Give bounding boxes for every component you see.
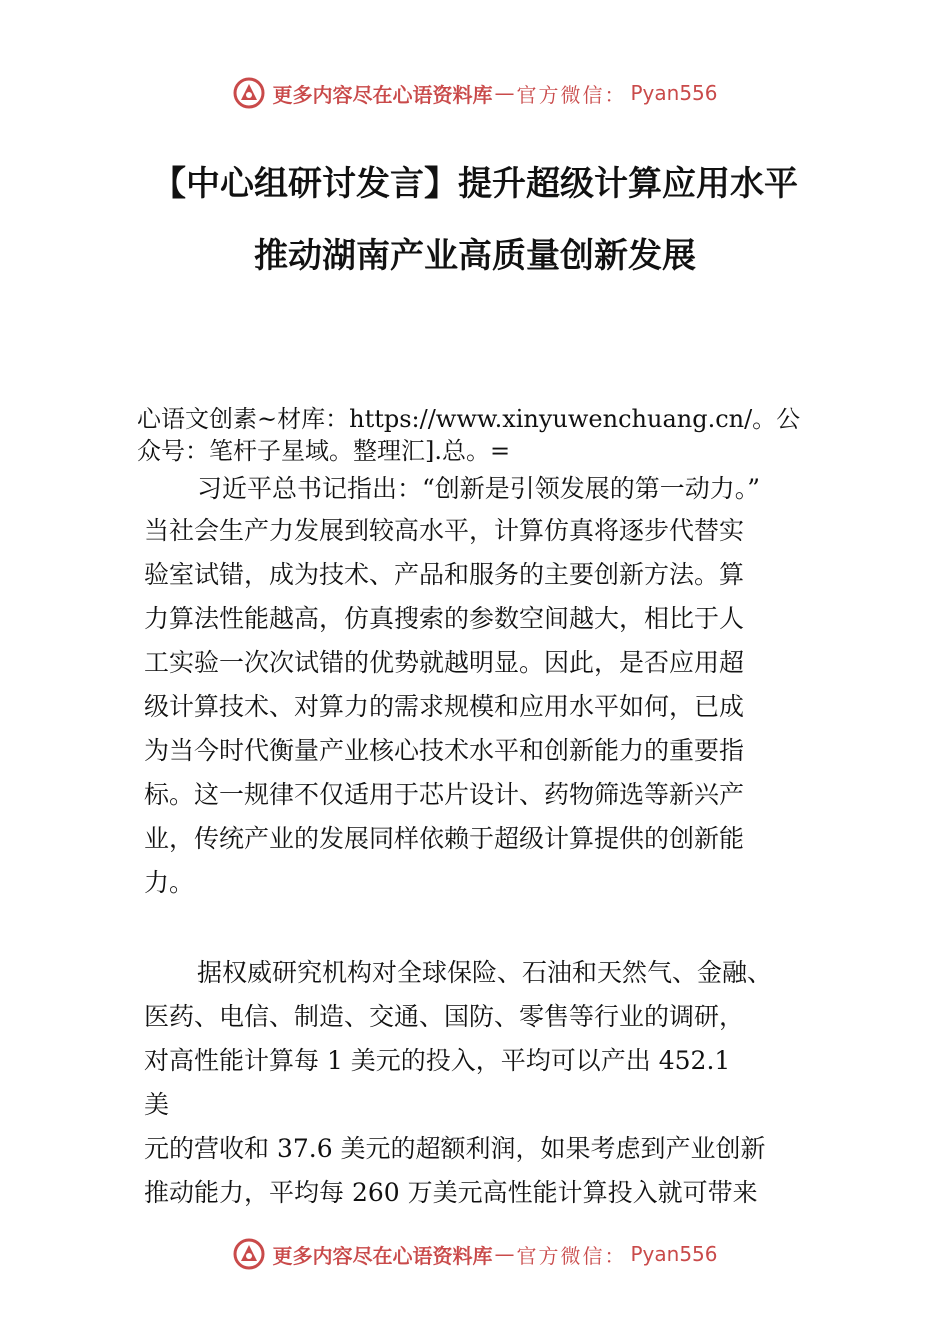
paragraph1-line: 习近平总书记指出：“创新是引领发展的第一动力。” (197, 474, 761, 503)
footer-banner (0, 1231, 950, 1277)
paragraph2-line: 推动能力，平均每 260 万美元高性能计算投入就可带来 (144, 1178, 758, 1207)
banner-site-text: 更多内容尽在心语资料库 (272, 1243, 493, 1268)
paragraph2-line: 医药、电信、制造、交通、国防、零售等行业的调研， (144, 1002, 745, 1031)
header-banner (0, 70, 950, 116)
paragraph1-line: 验室试错，成为技术、产品和服务的主要创新方法。算 (144, 560, 745, 589)
banner-separator: — (494, 81, 515, 105)
paragraph1-line: 力算法性能越高，仿真搜索的参数空间越大，相比于人 (144, 604, 745, 633)
paragraph1-line: 工实验一次次试错的优势就越明显。因此，是否应用超 (144, 648, 745, 677)
paragraph2-line: 对高性能计算每 1 美元的投入，平均可以产出 452.1 (144, 1046, 731, 1075)
banner-site-text: 更多内容尽在心语资料库 (272, 82, 493, 107)
banner-separator: — (494, 1242, 515, 1266)
paragraph2-line: 美 (144, 1090, 170, 1119)
document-title-line-1: 【中心组研讨发言】提升超级计算应用水平 (152, 164, 798, 204)
banner-account: Pyan556 (630, 81, 718, 105)
paragraph1-line: 标。这一规律不仅适用于芯片设计、药物筛选等新兴产 (144, 780, 745, 809)
banner-wechat-label: 官方微信： (516, 82, 627, 107)
paragraph1-line: 为当今时代衡量产业核心技术水平和创新能力的重要指 (144, 736, 745, 765)
source-note-line-1: 心语文创素~材库：https://www.xinyuwenchuang.cn/。公 (137, 405, 801, 433)
paragraph2-line: 据权威研究机构对全球保险、石油和天然气、金融、 (197, 958, 773, 987)
brand-logo-icon (232, 1237, 266, 1271)
document-title-line-2: 推动湖南产业高质量创新发展 (254, 236, 696, 276)
paragraph1-line: 力。 (144, 868, 195, 897)
source-note-line-2: 众号：笔杆子星域。整理汇].总。= (137, 437, 511, 465)
paragraph1-line: 当社会生产力发展到较高水平，计算仿真将逐步代替实 (144, 516, 745, 545)
banner-wechat-label: 官方微信： (516, 1243, 627, 1268)
banner-account: Pyan556 (630, 1242, 718, 1266)
paragraph2-line: 元的营收和 37.6 美元的超额利润，如果考虑到产业创新 (144, 1134, 766, 1163)
brand-logo-icon (232, 76, 266, 110)
paragraph1-line: 业，传统产业的发展同样依赖于超级计算提供的创新能 (144, 824, 745, 853)
paragraph1-line: 级计算技术、对算力的需求规模和应用水平如何，已成 (144, 692, 745, 721)
